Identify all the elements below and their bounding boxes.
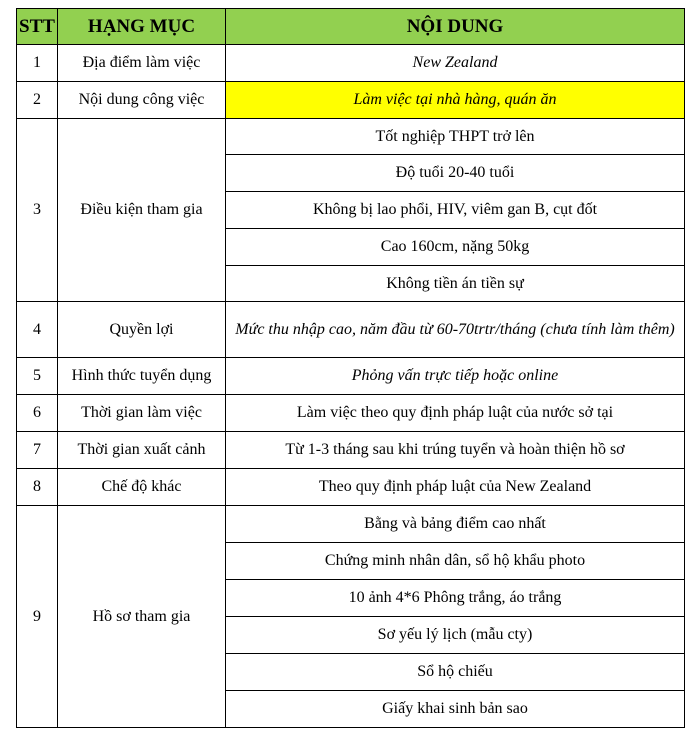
row-category: Chế độ khác bbox=[58, 469, 226, 506]
recruitment-table bbox=[16, 8, 685, 728]
row-category: Điều kiện tham gia bbox=[58, 119, 226, 302]
table-row bbox=[17, 358, 685, 395]
row-content-item: Sơ yếu lý lịch (mẫu cty) bbox=[226, 617, 685, 654]
row-stt: 1 bbox=[17, 45, 58, 82]
row-content: Theo quy định pháp luật của New Zealand bbox=[226, 469, 685, 506]
table-row bbox=[17, 119, 685, 155]
table-row bbox=[17, 506, 685, 543]
header-stt: STT bbox=[17, 9, 58, 45]
table-row bbox=[17, 469, 685, 506]
row-stt: 2 bbox=[17, 82, 58, 119]
row-category: Nội dung công việc bbox=[58, 82, 226, 119]
row-content-highlighted: Làm việc tại nhà hàng, quán ăn bbox=[226, 82, 685, 119]
row-stt: 8 bbox=[17, 469, 58, 506]
row-content: Từ 1-3 tháng sau khi trúng tuyển và hoàn thiện hồ sơ bbox=[226, 432, 685, 469]
row-stt: 4 bbox=[17, 302, 58, 358]
row-content: Phỏng vấn trực tiếp hoặc online bbox=[226, 358, 685, 395]
table-body bbox=[17, 45, 685, 728]
row-content-item: Bằng và bảng điểm cao nhất bbox=[226, 506, 685, 543]
header-content: NỘI DUNG bbox=[226, 9, 685, 45]
table-row bbox=[17, 432, 685, 469]
row-category: Thời gian xuất cảnh bbox=[58, 432, 226, 469]
row-category: Quyền lợi bbox=[58, 302, 226, 358]
row-category: Hồ sơ tham gia bbox=[58, 506, 226, 728]
row-content: Làm việc theo quy định pháp luật của nước sở tại bbox=[226, 395, 685, 432]
row-category: Hình thức tuyển dụng bbox=[58, 358, 226, 395]
row-category: Địa điểm làm việc bbox=[58, 45, 226, 82]
row-stt: 3 bbox=[17, 119, 58, 302]
recruitment-table-sheet bbox=[16, 8, 685, 728]
row-content-item: Độ tuổi 20-40 tuổi bbox=[226, 155, 685, 192]
row-content-item: Tốt nghiệp THPT trở lên bbox=[226, 119, 685, 155]
row-content-item: Không tiền án tiền sự bbox=[226, 266, 685, 302]
row-content-item: 10 ảnh 4*6 Phông trắng, áo trắng bbox=[226, 580, 685, 617]
row-content-item: Cao 160cm, nặng 50kg bbox=[226, 229, 685, 266]
row-content-item: Chứng minh nhân dân, sổ hộ khẩu photo bbox=[226, 543, 685, 580]
table-row bbox=[17, 45, 685, 82]
row-stt: 5 bbox=[17, 358, 58, 395]
row-content: Mức thu nhập cao, năm đầu từ 60-70trtr/tháng (chưa tính làm thêm) bbox=[226, 302, 685, 358]
table-row bbox=[17, 395, 685, 432]
table-header bbox=[17, 9, 685, 45]
row-content: New Zealand bbox=[226, 45, 685, 82]
row-content-item: Sổ hộ chiếu bbox=[226, 654, 685, 691]
header-category: HẠNG MỤC bbox=[58, 9, 226, 45]
table-row bbox=[17, 302, 685, 358]
row-category: Thời gian làm việc bbox=[58, 395, 226, 432]
row-content-item: Không bị lao phổi, HIV, viêm gan B, cụt đốt bbox=[226, 192, 685, 229]
row-stt: 7 bbox=[17, 432, 58, 469]
row-content-item: Giấy khai sinh bản sao bbox=[226, 691, 685, 728]
table-row bbox=[17, 82, 685, 119]
row-stt: 9 bbox=[17, 506, 58, 728]
row-stt: 6 bbox=[17, 395, 58, 432]
